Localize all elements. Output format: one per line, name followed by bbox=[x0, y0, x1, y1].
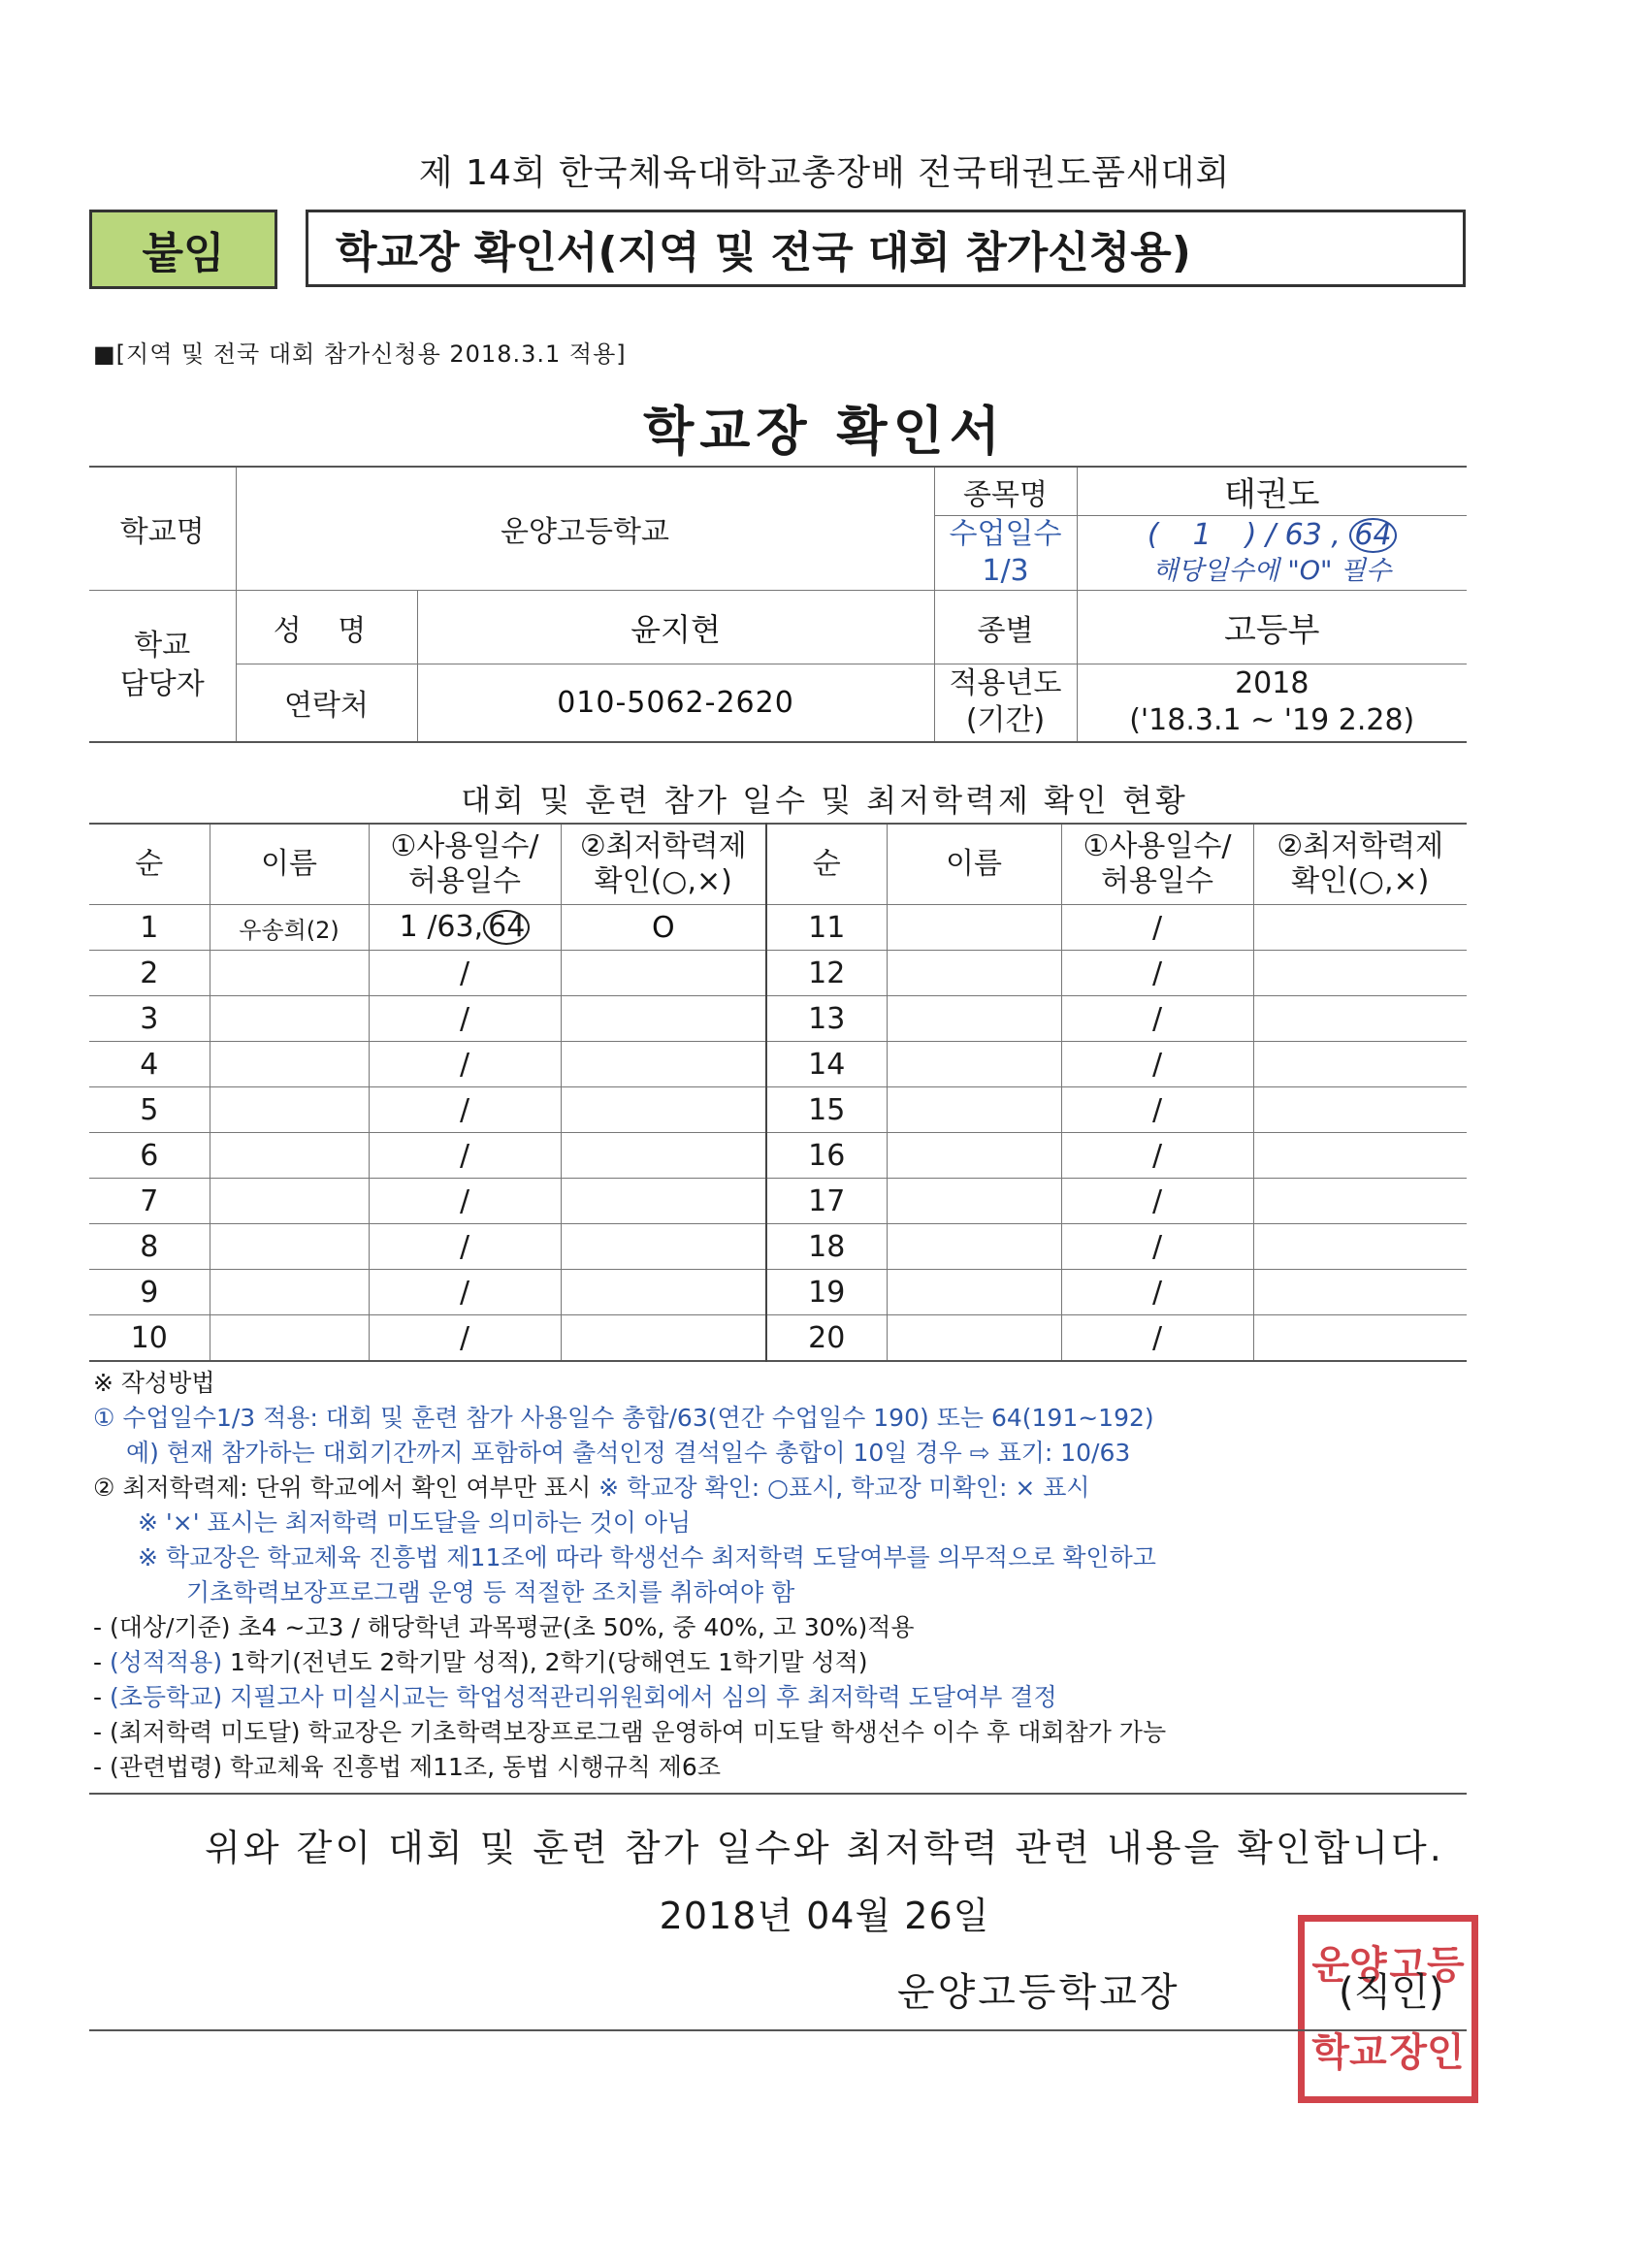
class-days-paren: ( bbox=[1147, 517, 1159, 552]
row-days-right: / bbox=[1061, 951, 1253, 996]
form-title: 학교장 확인서 bbox=[643, 401, 1006, 462]
row-acad bbox=[561, 1179, 766, 1224]
contact-value: 010-5062-2620 bbox=[417, 664, 934, 742]
row-days: / bbox=[369, 951, 561, 996]
instr-line-10: - (최저학력 미도달) 학교장은 기초학력보장프로그램 운영하여 미도달 학생선수 이수 후 대회참가 가능 bbox=[93, 1718, 1167, 1746]
row-name bbox=[210, 1042, 369, 1087]
instr-line-8c: 1학기(전년도 2학기말 성적), 2학기(당해연도 1학기말 성적) bbox=[222, 1648, 868, 1676]
row-no: 8 bbox=[89, 1224, 210, 1270]
row-name-right bbox=[887, 1224, 1061, 1270]
row-no-right: 12 bbox=[766, 951, 887, 996]
participants-header-row bbox=[89, 824, 1467, 905]
header-acad-line1: ②최저학력제 bbox=[579, 829, 747, 863]
row-days: / bbox=[369, 1179, 561, 1224]
row-no: 4 bbox=[89, 1042, 210, 1087]
instr-line-9a: - bbox=[93, 1683, 110, 1711]
seal-char-4: 장인 bbox=[1389, 2030, 1465, 2075]
school-info-table bbox=[89, 466, 1467, 743]
row-name-right bbox=[887, 996, 1061, 1042]
header-days-right bbox=[1061, 824, 1253, 905]
bottom-divider bbox=[89, 2029, 1467, 2031]
row-days: / bbox=[369, 996, 561, 1042]
class-days-note: 해당일수에 "O" 필수 bbox=[1152, 555, 1392, 586]
header-name-right: 이름 bbox=[887, 824, 1061, 905]
row-acad-right bbox=[1253, 996, 1467, 1042]
row-name-right bbox=[887, 951, 1061, 996]
row-acad-right bbox=[1253, 1315, 1467, 1362]
header-acad-line2: 확인(○,×) bbox=[594, 864, 732, 898]
class-days-label bbox=[934, 516, 1077, 591]
row-name: 우송희(2) bbox=[210, 905, 369, 951]
principal-name: 운양고등학교장 bbox=[897, 1970, 1180, 2015]
header-days bbox=[369, 824, 561, 905]
header-days-right-line2: 허용일수 bbox=[1101, 864, 1213, 898]
document-title: 학교장 확인서(지역 및 전국 대회 참가신청용) bbox=[306, 210, 1466, 287]
table-row bbox=[89, 1315, 1467, 1362]
year-value bbox=[1077, 664, 1467, 742]
staff-label bbox=[89, 591, 236, 742]
row-no: 1 bbox=[89, 905, 210, 951]
sport-value: 태권도 bbox=[1077, 467, 1467, 516]
table-row bbox=[89, 1179, 1467, 1224]
status-heading: 대회 및 훈련 참가 일수 및 최저학력제 확인 현황 bbox=[461, 782, 1188, 819]
header-no: 순 bbox=[89, 824, 210, 905]
name-label: 성 명 bbox=[236, 591, 417, 664]
table-row bbox=[89, 951, 1467, 996]
instr-line-9 bbox=[93, 1680, 1471, 1715]
row-allowed: /63, bbox=[427, 910, 484, 944]
row-days-right: / bbox=[1061, 1224, 1253, 1270]
row-name bbox=[210, 1133, 369, 1179]
header-acad-right bbox=[1253, 824, 1467, 905]
row-days-right: / bbox=[1061, 996, 1253, 1042]
row-name-right bbox=[887, 1042, 1061, 1087]
table-row bbox=[89, 1224, 1467, 1270]
school-label: 학교명 bbox=[89, 467, 236, 591]
row-no: 2 bbox=[89, 951, 210, 996]
table-row bbox=[89, 1270, 1467, 1315]
participants-table bbox=[89, 823, 1467, 1362]
row-days: / bbox=[369, 1133, 561, 1179]
table-row bbox=[89, 996, 1467, 1042]
school-value: 운양고등학교 bbox=[236, 467, 934, 591]
instr-line-4: ※ '×' 표시는 최저학력 미도달을 의미하는 것이 아님 bbox=[138, 1508, 692, 1537]
row-days: / bbox=[369, 1315, 561, 1362]
row-name bbox=[210, 996, 369, 1042]
name-value: 윤지현 bbox=[417, 591, 934, 664]
issue-date: 2018년 04월 26일 bbox=[659, 1895, 990, 1937]
header-days-line2: 허용일수 bbox=[408, 864, 521, 898]
instr-line-5: ※ 학교장은 학교체육 진흥법 제11조에 따라 학생선수 최저학력 도달여부를 의무적으로 확인하고 bbox=[138, 1543, 1156, 1571]
header-days-right-line1: ①사용일수/ bbox=[1083, 829, 1232, 863]
table-row bbox=[89, 1133, 1467, 1179]
row-name bbox=[210, 1270, 369, 1315]
row-acad bbox=[561, 1133, 766, 1179]
class-days-value bbox=[1077, 516, 1467, 591]
table-row bbox=[89, 1042, 1467, 1087]
row-name-right bbox=[887, 1087, 1061, 1133]
header-acad-right-line1: ②최저학력제 bbox=[1277, 829, 1444, 863]
row-acad-right bbox=[1253, 1224, 1467, 1270]
row-no: 3 bbox=[89, 996, 210, 1042]
instr-line-3a: ② 최저학력제: 단위 학교에서 확인 여부만 표시 bbox=[93, 1474, 592, 1502]
row-name-right bbox=[887, 1133, 1061, 1179]
table-row bbox=[89, 905, 1467, 951]
row-acad-right bbox=[1253, 1087, 1467, 1133]
row-days: / bbox=[369, 1087, 561, 1133]
seal-char-1: 운양 bbox=[1311, 1943, 1387, 1988]
row-acad-right bbox=[1253, 951, 1467, 996]
row-no-right: 15 bbox=[766, 1087, 887, 1133]
header-no-right: 순 bbox=[766, 824, 887, 905]
header-acad-right-line2: 확인(○,×) bbox=[1291, 864, 1430, 898]
division-label: 종별 bbox=[934, 591, 1077, 664]
instr-line-3 bbox=[93, 1471, 1471, 1506]
instr-line-8 bbox=[93, 1645, 1471, 1680]
year-label bbox=[934, 664, 1077, 742]
instr-line-1: ① 수업일수1/3 적용: 대회 및 훈련 참가 사용일수 총합/63(연간 수업일수 190) 또는 64(191~192) bbox=[93, 1404, 1154, 1432]
table-row bbox=[89, 1087, 1467, 1133]
year-label-line1: 적용년도 bbox=[949, 666, 1062, 701]
class-days-label-line1: 수업일수 bbox=[949, 517, 1062, 551]
instr-line-6: 기초학력보장프로그램 운영 등 적절한 조치를 취하여야 함 bbox=[186, 1578, 795, 1606]
row-acad bbox=[561, 1270, 766, 1315]
row-days-right: / bbox=[1061, 1315, 1253, 1362]
attach-label: 붙임 bbox=[89, 210, 277, 289]
instructions-divider bbox=[89, 1793, 1467, 1795]
instr-heading: ※ 작성방법 bbox=[93, 1369, 215, 1397]
row-name bbox=[210, 951, 369, 996]
row-no-right: 14 bbox=[766, 1042, 887, 1087]
class-days-allowed: ) / 63 , bbox=[1245, 517, 1341, 552]
instr-line-2: 예) 현재 참가하는 대회기간까지 포함하여 출석인정 결석일수 총합이 10일 경우 ⇨ 표기: 10/63 bbox=[126, 1439, 1131, 1467]
instructions bbox=[93, 1366, 1471, 1785]
seal-char-2: 고등 bbox=[1389, 1943, 1465, 1988]
row-no: 7 bbox=[89, 1179, 210, 1224]
row-no: 5 bbox=[89, 1087, 210, 1133]
instr-line-3b: ※ 학교장 확인: ○표시, 학교장 미확인: × 표시 bbox=[598, 1474, 1090, 1502]
row-days: / bbox=[369, 1042, 561, 1087]
contact-label: 연락처 bbox=[236, 664, 417, 742]
row-days: / bbox=[369, 1270, 561, 1315]
row-acad-right bbox=[1253, 1042, 1467, 1087]
row-days: / bbox=[369, 1224, 561, 1270]
division-value: 고등부 bbox=[1077, 591, 1467, 664]
class-days-label-line2: 1/3 bbox=[982, 554, 1029, 588]
row-acad-right bbox=[1253, 1179, 1467, 1224]
class-days-used: 1 bbox=[1192, 517, 1212, 552]
row-no-right: 20 bbox=[766, 1315, 887, 1362]
row-circled: 64 bbox=[483, 910, 530, 945]
seal-label: (직인) bbox=[1339, 1970, 1444, 2015]
row-days-right: / bbox=[1061, 905, 1253, 951]
row-name bbox=[210, 1087, 369, 1133]
instr-line-8a: - bbox=[93, 1648, 110, 1676]
year-label-line2: (기간) bbox=[965, 703, 1046, 738]
row-no-right: 17 bbox=[766, 1179, 887, 1224]
row-name-right bbox=[887, 905, 1061, 951]
row-no: 9 bbox=[89, 1270, 210, 1315]
apply-note: ■[지역 및 전국 대회 참가신청용 2018.3.1 적용] bbox=[93, 340, 627, 368]
row-days-right: / bbox=[1061, 1087, 1253, 1133]
row-no-right: 18 bbox=[766, 1224, 887, 1270]
row-acad-right bbox=[1253, 1270, 1467, 1315]
row-name bbox=[210, 1224, 369, 1270]
class-days-circled: 64 bbox=[1349, 518, 1396, 553]
row-name bbox=[210, 1179, 369, 1224]
staff-label-line2: 담당자 bbox=[119, 667, 205, 702]
row-acad bbox=[561, 1315, 766, 1362]
row-no-right: 19 bbox=[766, 1270, 887, 1315]
row-days bbox=[369, 905, 561, 951]
row-acad-right bbox=[1253, 905, 1467, 951]
row-name-right bbox=[887, 1270, 1061, 1315]
row-no: 6 bbox=[89, 1133, 210, 1179]
header-acad bbox=[561, 824, 766, 905]
year-number: 2018 bbox=[1235, 666, 1310, 701]
row-acad bbox=[561, 1042, 766, 1087]
row-used: 1 bbox=[399, 910, 418, 944]
row-no-right: 13 bbox=[766, 996, 887, 1042]
row-days-right: / bbox=[1061, 1042, 1253, 1087]
header-days-line1: ①사용일수/ bbox=[390, 829, 539, 863]
header-name: 이름 bbox=[210, 824, 369, 905]
instr-line-11: - (관련법령) 학교체육 진흥법 제11조, 동법 시행규칙 제6조 bbox=[93, 1753, 721, 1781]
row-name bbox=[210, 1315, 369, 1362]
row-name-right bbox=[887, 1179, 1061, 1224]
event-title: 제 14회 한국체육대학교총장배 전국태권도품새대회 bbox=[418, 153, 1231, 193]
sport-label: 종목명 bbox=[934, 467, 1077, 516]
row-no-right: 16 bbox=[766, 1133, 887, 1179]
staff-label-line1: 학교 bbox=[134, 629, 191, 664]
year-period: ('18.3.1 ~ '19 2.28) bbox=[1129, 703, 1415, 738]
row-acad bbox=[561, 1224, 766, 1270]
row-days-right: / bbox=[1061, 1270, 1253, 1315]
row-days-right: / bbox=[1061, 1179, 1253, 1224]
instr-line-9b: (초등학교) 지필고사 미실시교는 학업성적관리위원회에서 심의 후 최저학력 도달여부 결정 bbox=[109, 1683, 1057, 1711]
seal-char-3: 학교 bbox=[1311, 2030, 1387, 2075]
row-acad: O bbox=[561, 905, 766, 951]
row-acad bbox=[561, 951, 766, 996]
row-no-right: 11 bbox=[766, 905, 887, 951]
row-acad bbox=[561, 1087, 766, 1133]
row-no: 10 bbox=[89, 1315, 210, 1362]
instr-line-7: - (대상/기준) 초4 ~고3 / 해당학년 과목평균(초 50%, 중 40%, 고 30%)적용 bbox=[93, 1613, 915, 1641]
row-acad-right bbox=[1253, 1133, 1467, 1179]
confirm-statement: 위와 같이 대회 및 훈련 참가 일수와 최저학력 관련 내용을 확인합니다. bbox=[205, 1827, 1444, 1869]
row-days-right: / bbox=[1061, 1133, 1253, 1179]
instr-line-8b: (성적적용) bbox=[109, 1648, 223, 1676]
row-acad bbox=[561, 996, 766, 1042]
row-name-right bbox=[887, 1315, 1061, 1362]
